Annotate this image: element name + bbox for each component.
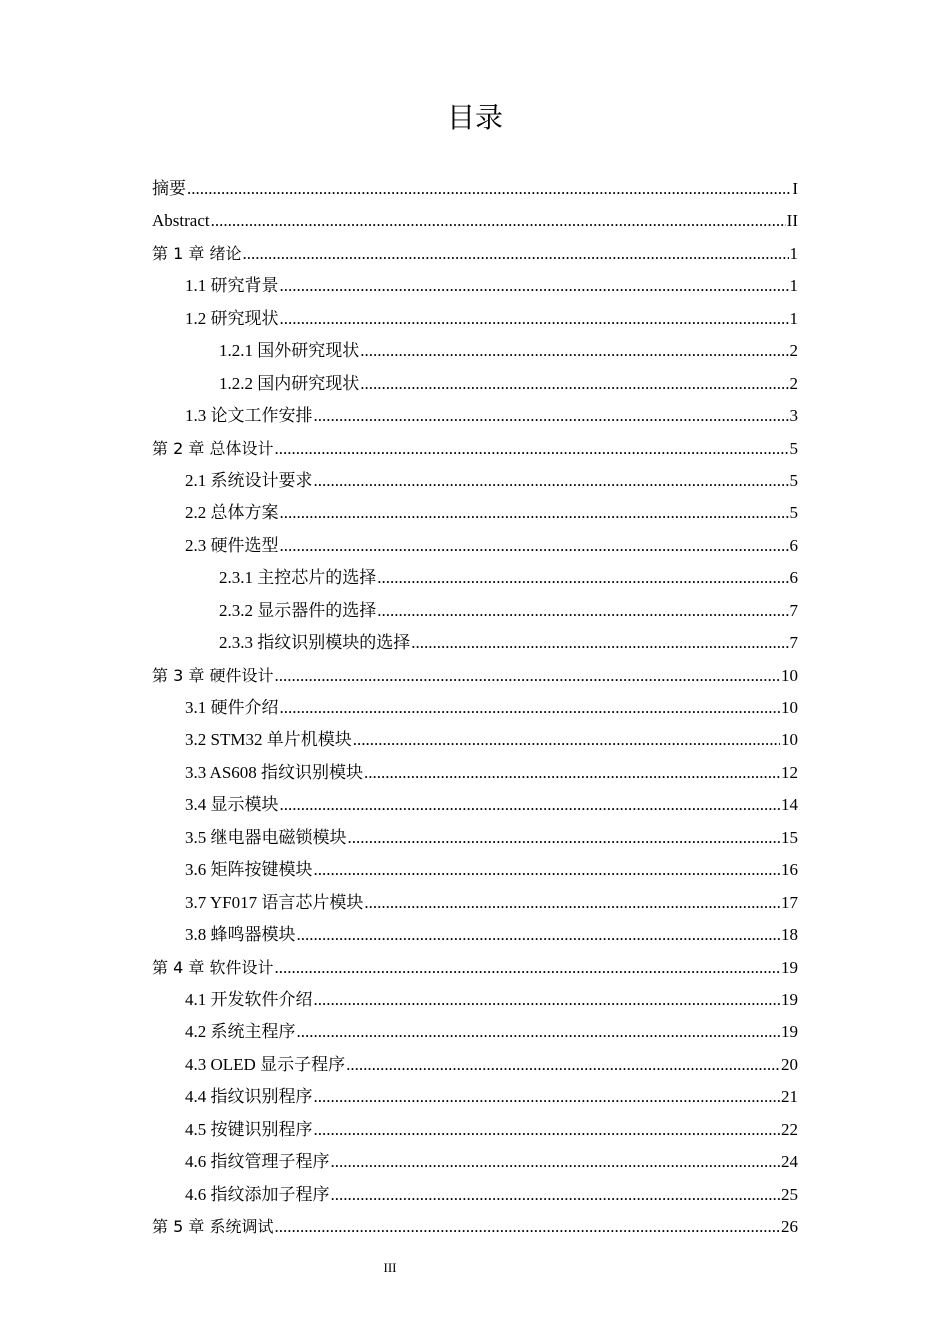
toc-entry-page-number: 5 xyxy=(789,470,798,490)
toc-entry[interactable] xyxy=(152,497,798,529)
toc-entry-page-number: 17 xyxy=(781,892,798,912)
toc-entry-page-number: 6 xyxy=(789,568,798,588)
toc-entry-title: Abstract xyxy=(152,211,210,231)
toc-entry[interactable] xyxy=(152,1081,798,1113)
toc-entry-page-number: 19 xyxy=(781,957,798,977)
dot-leader xyxy=(211,205,786,237)
toc-entry-title: 2.2 总体方案 xyxy=(185,503,279,523)
toc-entry-page-number: 20 xyxy=(781,1054,798,1074)
dot-leader xyxy=(280,303,789,335)
toc-entry[interactable] xyxy=(152,984,798,1016)
toc-entry-page-number: 16 xyxy=(781,860,798,880)
toc-entry-title: 3.3 AS608 指纹识别模块 xyxy=(185,762,364,782)
toc-entry-page-number: 10 xyxy=(781,730,798,750)
toc-entry-page-number: 14 xyxy=(781,795,798,815)
toc-entry-page-number: 7 xyxy=(789,633,798,653)
toc-entry[interactable] xyxy=(152,919,798,951)
dot-leader xyxy=(346,1049,780,1081)
toc-entry-page-number: 22 xyxy=(781,1119,798,1139)
toc-entry[interactable] xyxy=(152,789,798,821)
toc-entry-page-number: II xyxy=(786,211,798,231)
dot-leader xyxy=(274,952,780,984)
dot-leader xyxy=(280,530,789,562)
dot-leader xyxy=(353,724,780,756)
toc-entry-title: 第 1 章 绪论 xyxy=(152,243,242,263)
toc-entry-title: 4.4 指纹识别程序 xyxy=(185,1087,313,1107)
toc-entry-title: 4.2 系统主程序 xyxy=(185,1022,296,1042)
dot-leader xyxy=(314,465,789,497)
toc-entry-title: 第 2 章 总体设计 xyxy=(152,438,274,458)
table-of-contents xyxy=(152,173,798,1243)
toc-entry[interactable] xyxy=(152,1114,798,1146)
toc-entry-page-number: 6 xyxy=(789,535,798,555)
toc-entry-title: 3.8 蜂鸣器模块 xyxy=(185,925,296,945)
toc-entry[interactable] xyxy=(152,1179,798,1211)
toc-entry[interactable] xyxy=(152,205,798,237)
toc-entry-page-number: 24 xyxy=(781,1152,798,1172)
toc-entry-title: 2.1 系统设计要求 xyxy=(185,470,313,490)
dot-leader xyxy=(274,1211,780,1243)
toc-entry-title: 2.3.3 指纹识别模块的选择 xyxy=(219,633,411,653)
dot-leader xyxy=(360,368,788,400)
toc-chapter-entry[interactable] xyxy=(152,660,798,692)
toc-entry[interactable] xyxy=(152,1016,798,1048)
toc-entry-title: 4.6 指纹管理子程序 xyxy=(185,1152,330,1172)
toc-entry[interactable] xyxy=(152,562,798,594)
toc-entry-title: 第 3 章 硬件设计 xyxy=(152,665,274,685)
toc-entry-title: 1.3 论文工作安排 xyxy=(185,406,313,426)
dot-leader xyxy=(331,1146,781,1178)
toc-entry-page-number: 15 xyxy=(781,827,798,847)
dot-leader xyxy=(280,497,789,529)
toc-entry-title: 1.2 研究现状 xyxy=(185,308,279,328)
toc-entry[interactable] xyxy=(152,400,798,432)
dot-leader xyxy=(331,1179,781,1211)
toc-entry-page-number: 5 xyxy=(789,438,798,458)
dot-leader xyxy=(274,433,788,465)
toc-entry[interactable] xyxy=(152,595,798,627)
dot-leader xyxy=(297,919,781,951)
dot-leader xyxy=(280,692,781,724)
page-number: III xyxy=(383,1260,397,1275)
toc-entry-title: 3.1 硬件介绍 xyxy=(185,698,279,717)
toc-entry-title: 2.3.1 主控芯片的选择 xyxy=(219,568,377,588)
toc-entry[interactable] xyxy=(152,627,798,659)
dot-leader xyxy=(314,1081,781,1113)
toc-entry-title: 1.2.1 国外研究现状 xyxy=(219,341,360,361)
toc-entry[interactable] xyxy=(152,854,798,886)
toc-entry-page-number: 18 xyxy=(781,925,798,945)
toc-entry-title: 4.5 按键识别程序 xyxy=(185,1119,313,1139)
toc-entry-title: 3.4 显示模块 xyxy=(185,795,279,815)
toc-entry[interactable] xyxy=(152,270,798,302)
toc-entry-title: 4.6 指纹添加子程序 xyxy=(185,1184,330,1204)
toc-entry-title: 3.5 继电器电磁锁模块 xyxy=(185,827,347,847)
dot-leader xyxy=(297,1016,781,1048)
toc-entry-page-number: 10 xyxy=(781,698,798,717)
toc-entry[interactable] xyxy=(152,335,798,367)
dot-leader xyxy=(280,270,789,302)
toc-entry-page-number: I xyxy=(792,179,798,198)
toc-chapter-entry[interactable] xyxy=(152,952,798,984)
toc-entry-page-number: 19 xyxy=(781,1022,798,1042)
dot-leader xyxy=(314,984,781,1016)
toc-entry-page-number: 2 xyxy=(789,341,798,361)
toc-entry-page-number: 25 xyxy=(781,1184,798,1204)
toc-entry[interactable] xyxy=(152,465,798,497)
toc-entry[interactable] xyxy=(152,303,798,335)
toc-entry-title: 1.2.2 国内研究现状 xyxy=(219,373,360,393)
dot-leader xyxy=(360,335,788,367)
toc-entry[interactable] xyxy=(152,692,798,724)
toc-entry-page-number: 7 xyxy=(789,600,798,620)
dot-leader xyxy=(242,238,788,270)
toc-chapter-entry[interactable] xyxy=(152,433,798,465)
dot-leader xyxy=(364,757,780,789)
page-title: 目录 xyxy=(446,101,503,134)
toc-entry-page-number: 2 xyxy=(789,373,798,393)
dot-leader xyxy=(411,627,788,659)
toc-chapter-entry[interactable] xyxy=(152,238,798,270)
toc-entry-title: 3.6 矩阵按键模块 xyxy=(185,860,313,880)
toc-entry[interactable] xyxy=(152,1049,798,1081)
toc-entry-page-number: 26 xyxy=(781,1217,798,1236)
dot-leader xyxy=(348,822,781,854)
toc-entry-page-number: 3 xyxy=(789,406,798,426)
toc-entry-page-number: 10 xyxy=(781,665,798,685)
toc-entry[interactable] xyxy=(152,530,798,562)
toc-entry[interactable] xyxy=(152,173,798,205)
dot-leader xyxy=(280,789,781,821)
toc-entry[interactable] xyxy=(152,368,798,400)
toc-entry-page-number: 5 xyxy=(789,503,798,523)
toc-entry-page-number: 1 xyxy=(789,308,798,328)
dot-leader xyxy=(364,887,780,919)
toc-entry[interactable] xyxy=(152,757,798,789)
dot-leader xyxy=(314,1114,781,1146)
toc-entry-page-number: 1 xyxy=(789,276,798,296)
dot-leader xyxy=(377,562,788,594)
toc-chapter-entry[interactable] xyxy=(152,1211,798,1243)
toc-entry[interactable] xyxy=(152,1146,798,1178)
dot-leader xyxy=(377,595,788,627)
toc-entry-title: 摘要 xyxy=(152,179,186,198)
toc-entry-title: 4.3 OLED 显示子程序 xyxy=(185,1054,346,1074)
toc-entry-page-number: 1 xyxy=(789,243,798,263)
toc-entry-title: 1.1 研究背景 xyxy=(185,276,279,296)
toc-entry-page-number: 12 xyxy=(781,762,798,782)
dot-leader xyxy=(274,660,780,692)
toc-entry-title: 第 5 章 系统调试 xyxy=(152,1217,274,1236)
dot-leader xyxy=(314,854,781,886)
dot-leader xyxy=(314,400,789,432)
toc-entry-page-number: 21 xyxy=(781,1087,798,1107)
toc-entry-title: 3.2 STM32 单片机模块 xyxy=(185,730,352,750)
toc-entry[interactable] xyxy=(152,724,798,756)
toc-entry-title: 2.3 硬件选型 xyxy=(185,535,279,555)
toc-entry-title: 3.7 YF017 语言芯片模块 xyxy=(185,892,364,912)
toc-entry-title: 4.1 开发软件介绍 xyxy=(185,989,313,1009)
dot-leader xyxy=(187,173,791,205)
toc-entry-title: 第 4 章 软件设计 xyxy=(152,957,274,977)
toc-entry[interactable] xyxy=(152,887,798,919)
toc-entry-title: 2.3.2 显示器件的选择 xyxy=(219,600,377,620)
toc-entry-page-number: 19 xyxy=(781,989,798,1009)
toc-entry[interactable] xyxy=(152,822,798,854)
